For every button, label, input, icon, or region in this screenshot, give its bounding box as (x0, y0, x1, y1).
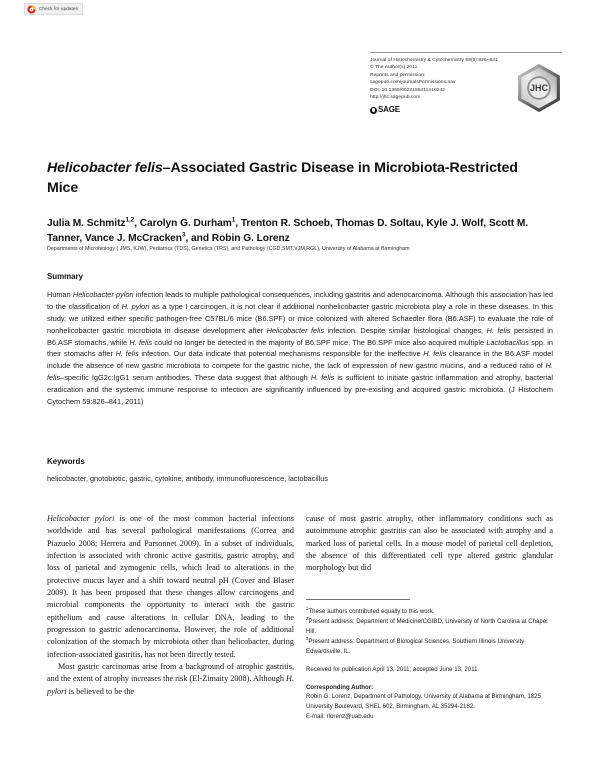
author-affil-marker: 1,2 (125, 216, 135, 224)
footnote-item (306, 637, 553, 657)
footnote-marker: 2 (306, 615, 309, 621)
journal-url[interactable]: http://jhc.sagepub.com (370, 95, 421, 101)
author-affil-marker: 3 (181, 231, 186, 239)
sage-publisher-logo (370, 104, 400, 116)
journal-citation: Journal of Histochemistry & Cytochemistry 59(9) 826–841 (370, 58, 498, 63)
masthead-rule (370, 52, 562, 53)
page-title (47, 158, 552, 198)
footnote-spacer (306, 675, 553, 683)
crossmark-label: Check for updates (39, 5, 78, 11)
author-affil-marker: 1 (231, 216, 236, 224)
corresponding-author-address: Robin G. Lorenz, Department of Pathology, University of Alabama at Birmingham, 1825 University Boulevard, SHEL 602, Birmingham, AL 35294-2182. (306, 693, 541, 711)
footnote-text: Present address: Department of Biological Sciences, Southern Illinois University Edwardsville, IL. (306, 637, 525, 655)
footnote-block (306, 599, 553, 722)
corresponding-author-heading: Corresponding Author: (306, 683, 374, 691)
doi-line[interactable]: DOI: 10.1369/0022155411416242 (370, 87, 446, 93)
body-column-left (47, 513, 294, 698)
footnote-marker: 1 (306, 605, 309, 611)
svg-text:JHC: JHC (529, 83, 549, 94)
author-list: Julia M. Schmitz$^{1,2}$, Carolyn G. Durham$^1$, Trenton R. Schoeb, Thomas D. Soltau, Kyle J. Wolf, Scott M. Tanner, Vance J. McCracken$^3$, and Robin G. Lorenz (47, 216, 529, 245)
keywords-body: helicobacter, gnotobiotic, gastric, cytokine, antibody, immunofluorescence, lactobacillus (47, 474, 328, 483)
footnote-text: These authors contributed equally to this work. (308, 608, 435, 615)
summary-body: Human Helicobacter pylori infection leads to multiple pathological consequences, including gastritis and adenocarcinoma. Although this association has led to the classification of H. pylori as a type I carcinogen, it is not clear if additional nonhelicobacter gastric microbiota play a role in these diseases. In this study, we utilized either specific pathogen-free C57BL/6 mice (B6.SPF) or mice colonized with altered Schaedler flora (B6.ASF) to evaluate the role of nonhelicobacter gastric microbiota in disease development after Helicobacter felis infection. Despite similar histological changes, H. felis persisted in B6.ASF stomachs, while H. felis could no longer be detected in the majority of B6.SPF mice. The B6.SPF mice also acquired multiple Lactobacillus spp. in their stomachs after H. felis infection. Our data indicate that potential mechanisms responsible for the ineffective H. felis clearance in the B6.ASF model include the absence of new gastric microbiota to compete for the gastric niche, the lack of expression of new gastric mucins, and a reduced ratio of H. felis–specific IgG2c:IgG1 serum antibodies. These data suggest that although H. felis is sufficient to initiate gastric inflammation and atrophy, bacterial eradication and the systemic immune response to infection are significantly influenced by pre-existing and acquired gastric microbiota. (J Histochem Cytochem 59:826–841, 2011) (47, 290, 554, 407)
author-affiliation: Departments of Microbiology ( JMS, KJW), Pediatrics (TDS), Genetics (TRS), and Pathology (CGD,SMT,VJM,RGL), University of Alabama at Birmingham (47, 246, 410, 252)
summary-heading: Summary (47, 272, 83, 281)
body-paragraph: Most gastric carcinomas arise from a background of atrophic gastritis, and the extent of atrophy increases the risk (El-Zimaity 2008). Although H. pylori is believed to be the (47, 662, 294, 696)
masthead-text-block (370, 57, 498, 117)
publication-dates: Received for publication April 13, 2011; accepted June 13, 2011. (306, 665, 480, 673)
footnote-rule (306, 599, 410, 600)
body-paragraph: cause of most gastric atrophy, other inflammatory conditions such as autoimmune atrophic gastritis can also be associated with atrophy and a marked loss of parietal cells. In a mouse model of parietal cell depletion, the absence of this differentiated cell type altered gastric glandular morphology but did (306, 514, 553, 573)
footnote-spacer (306, 657, 553, 665)
footnote-text: Present address: Department of Medicine/CGIBD, University of North Carolina at Chapel Hill. (306, 617, 548, 635)
title-species: Helicobacter felis (47, 159, 163, 176)
body-paragraph: Helicobacter pylori is one of the most common bacterial infections worldwide and has several pathological manifestations (Correa and Piazuelo 2008; Herrera and Parsonnet 2009). In a subset of individuals, infection is associated with chronic active gastritis, gastric atrophy, and loss of parietal and zymogenic cells, which lead to alterations in the protective mucus layer and a shift toward neutral pH (Cover and Blaser 2009). It has been proposed that these changes allow carcinogens and microbial components the opportunity to interact with the gastric epithelium and cause alterations in cellular DNA, leading to the progression to gastric adenocarcinoma. However, the role of additional colonization of the stomach by microbiota other than helicobacter, during infection-associated gastritis, has not been directly tested. (47, 514, 294, 659)
jhc-journal-logo (516, 63, 562, 113)
copyright-line: © The Author(s) 2011 (370, 65, 418, 71)
permissions-url[interactable]: sagepub.com/journalsPermissions.nav (370, 80, 456, 86)
reprints-line: Reprints and permission: (370, 72, 426, 78)
body-column-right (306, 513, 553, 575)
sage-mark-icon (370, 107, 377, 114)
corresponding-author-email[interactable]: E-mail: rlorenz@uab.edu (306, 713, 374, 721)
sage-logo-text: SAGE (378, 105, 400, 115)
footnote-item (306, 617, 553, 637)
title-rest: –Associated Gastric Disease in Microbiota-Restricted Mice (47, 159, 518, 196)
footnote-marker: 3 (306, 635, 309, 641)
footnote-item (306, 607, 553, 617)
keywords-heading: Keywords (47, 457, 85, 466)
masthead (370, 52, 562, 117)
